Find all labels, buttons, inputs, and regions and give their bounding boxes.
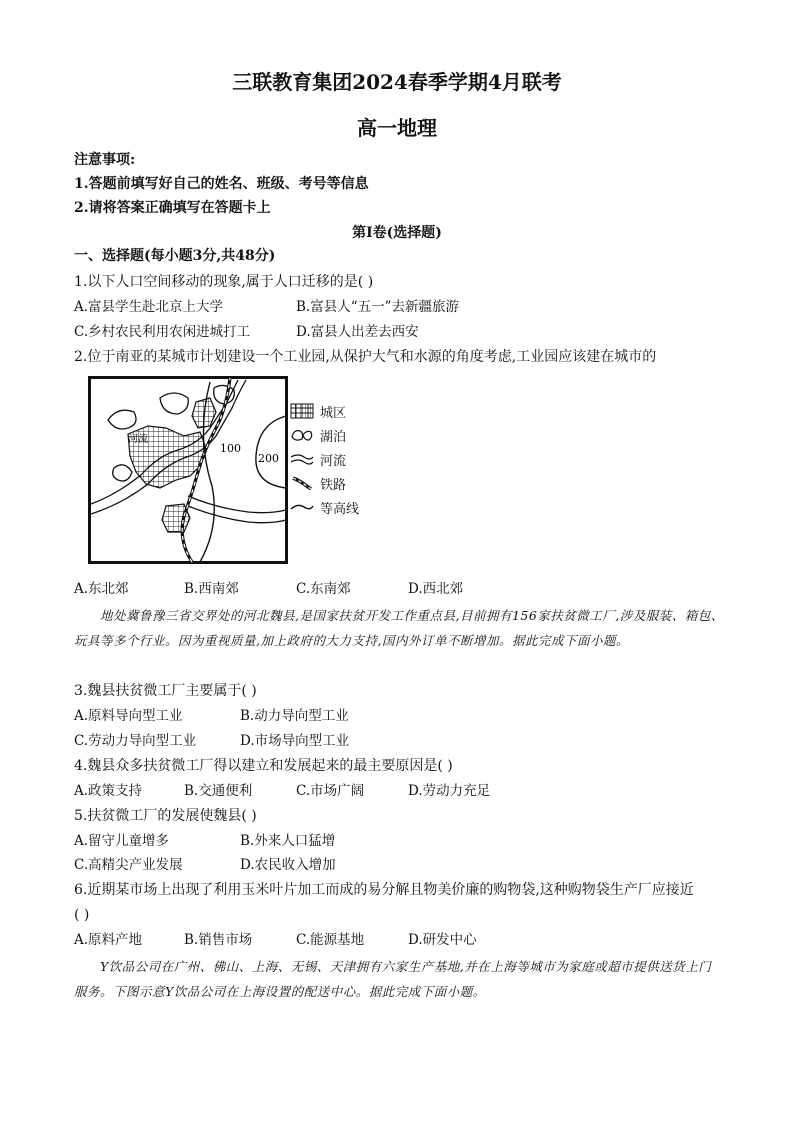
question-4-option-c: C.市场广阔 (296, 783, 365, 799)
question-3-option-a: A.原料导向型工业 (74, 708, 183, 724)
exam-title: 三联教育集团2024春季学期4月联考 (232, 70, 562, 94)
question-4-option-b: B.交通便利 (184, 783, 253, 799)
question-6-option-a: A.原料产地 (74, 932, 143, 948)
question-1-option-d: D.富县人出差去西安 (296, 324, 419, 340)
question-2-option-b: B.西南郊 (184, 581, 239, 597)
reading-passage-2: Y饮品公司在广州、佛山、上海、无锡、天津拥有六家生产基地,并在上海等城市为家庭或超市提供送货上门服务。下图示意Y饮品公司在上海设置的配送中心。据此完成下面小题。 (74, 959, 712, 999)
question-2-option-a: A.东北郊 (74, 581, 129, 597)
question-5-stem: 5.扶贫微工厂的发展使魏县( ) (74, 808, 257, 824)
grid-icon (290, 403, 314, 419)
legend-label-river: 河流 (320, 454, 347, 469)
legend-label-city: 城区 (320, 406, 347, 421)
city-map-figure (88, 376, 288, 564)
question-5-option-a: A.留守儿童增多 (74, 833, 170, 849)
question-4-stem: 4.魏县众多扶贫微工厂得以建立和发展起来的最主要原因是( ) (74, 758, 453, 774)
question-6-stem-tail: ( ) (74, 907, 90, 923)
question-2-stem: 2.位于南亚的某城市计划建设一个工业园,从保护大气和水源的角度考虑,工业园应该建在城市的 (74, 349, 657, 365)
question-1-option-c: C.乡村农民利用农闲进城打工 (74, 324, 251, 340)
question-1-option-b: B.富县人“五一”去新疆旅游 (296, 299, 460, 315)
question-3-option-b: B.动力导向型工业 (240, 708, 349, 724)
question-6-option-b: B.销售市场 (184, 932, 253, 948)
river-icon (290, 451, 314, 467)
legend-label-railway: 铁路 (320, 478, 347, 493)
question-2-option-c: C.东南郊 (296, 581, 351, 597)
question-5-option-d: D.农民收入增加 (240, 857, 336, 873)
question-6-option-d: D.研发中心 (408, 932, 477, 948)
section-heading: 一、选择题(每小题3分,共48分) (74, 248, 276, 264)
lake-icon (290, 427, 314, 443)
legend-label-lake: 湖泊 (320, 430, 347, 445)
contour-label-100: 100 (220, 442, 241, 455)
question-5-option-b: B.外来人口猛增 (240, 833, 336, 849)
note-item-1: 1.答题前填写好自己的姓名、班级、考号等信息 (74, 176, 369, 192)
legend-label-contour: 等高线 (320, 502, 360, 517)
question-3-stem: 3.魏县扶贫微工厂主要属于( ) (74, 683, 257, 699)
notes-heading: 注意事项: (74, 152, 136, 168)
question-6-option-c: C.能源基地 (296, 932, 365, 948)
question-3-option-c: C.劳动力导向型工业 (74, 733, 197, 749)
reading-passage-1: 地处冀鲁豫三省交界处的河北魏县,是国家扶贫开发工作重点县,目前拥有156家扶贫微工厂,涉及服装、箱包、玩具等多个行业。因为重视质量,加上政府的大力支持,国内外订单不断增加。据此完成下面小题。 (74, 608, 724, 648)
contour-label-200: 200 (258, 452, 279, 465)
railway-icon (290, 475, 314, 491)
question-4-option-a: A.政策支持 (74, 783, 143, 799)
question-1-option-a: A.富县学生赴北京上大学 (74, 299, 224, 315)
contour-icon (290, 499, 314, 515)
question-2-option-d: D.西北郊 (408, 581, 464, 597)
question-5-option-c: C.高精尖产业发展 (74, 857, 183, 873)
river-label: 河流 (128, 434, 148, 445)
question-1-stem: 1.以下人口空间移动的现象,属于人口迁移的是( ) (74, 274, 374, 290)
question-4-option-d: D.劳动力充足 (408, 783, 491, 799)
question-3-option-d: D.市场导向型工业 (240, 733, 350, 749)
note-item-2: 2.请将答案正确填写在答题卡上 (74, 200, 271, 216)
volume-heading: 第I卷(选择题) (352, 225, 442, 241)
exam-subject: 高一地理 (357, 116, 437, 140)
question-6-stem: 6.近期某市场上出现了利用玉米叶片加工而成的易分解且物美价廉的购物袋,这种购物袋生产厂应接近 (74, 882, 694, 898)
